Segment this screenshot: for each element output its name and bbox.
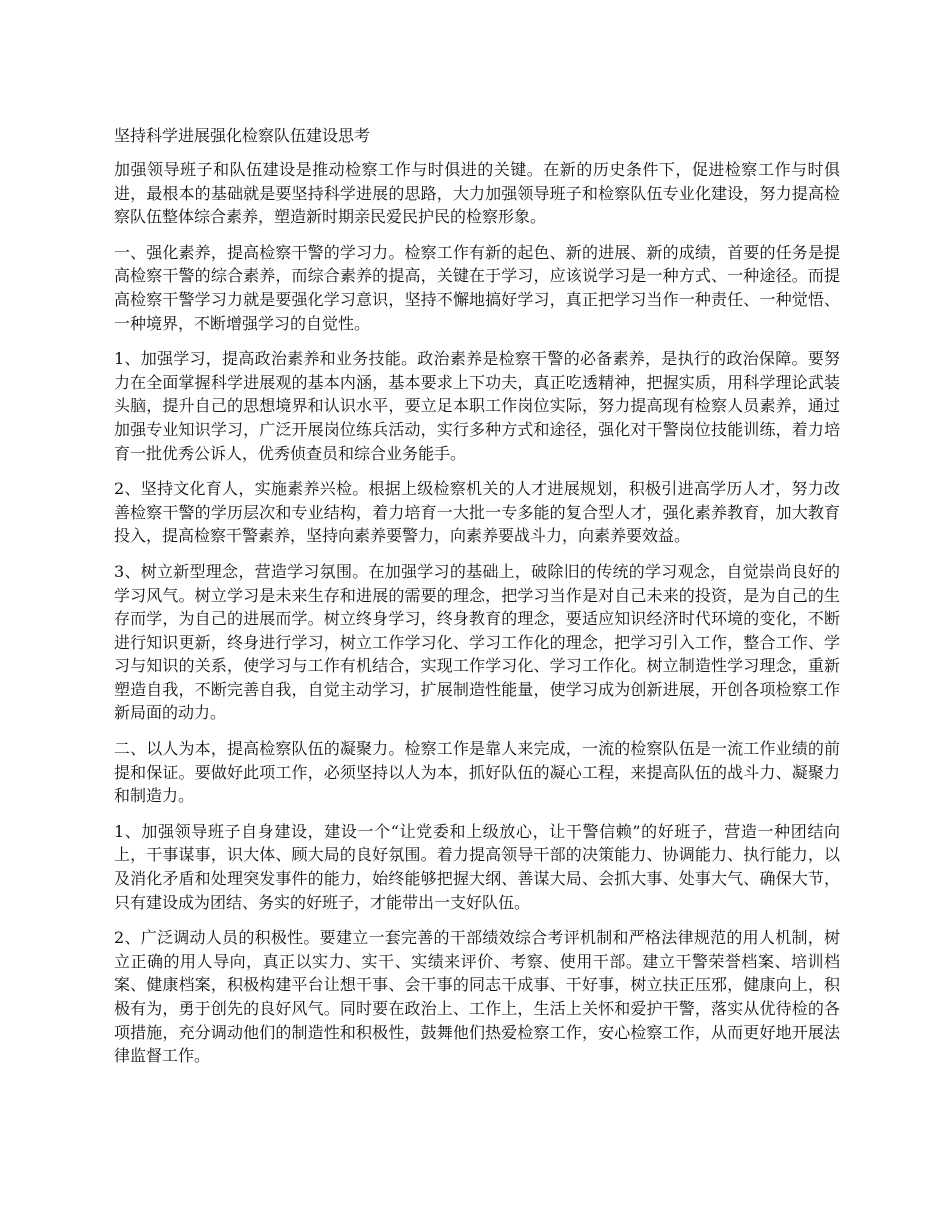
paragraph-section-one-item-3: 3、树立新型理念，营造学习氛围。在加强学习的基础上，破除旧的传统的学习观念，自觉崇尚良好的学习风气。树立学习是未来生存和进展的需要的理念，把学习当作是对自己未来的投资，是为自己的生存而学，为自己的进展而学。树立终身学习，终身教育的理念，要适应知识经济时代环境的变化，不断进行知识更新，终身进行学习，树立工作学习化、学习工作化的理念，把学习引入工作，整合工作、学习与知识的关系，使学习与工作有机结合，实现工作学习化、学习工作化。树立制造性学习理念，重新塑造自我，不断完善自我，自觉主动学习，扩展制造性能量，使学习成为创新进展，开创各项检察工作新局面的动力。 [114, 561, 840, 723]
paragraph-section-one-item-2: 2、坚持文化育人，实施素养兴检。根据上级检察机关的人才进展规划，积极引进高学历人才，努力改善检察干警的学历层次和专业结构，着力培育一大批一专多能的复合型人才，强化素养教育，加大教育投入，提高检察干警素养，坚持向素养要警力，向素养要战斗力，向素养要效益。 [114, 479, 840, 546]
document-title: 坚持科学进展强化检察队伍建设思考 [114, 126, 371, 145]
document-page [114, 124, 840, 1080]
paragraph-intro: 加强领导班子和队伍建设是推动检察工作与时俱进的关键。在新的历史条件下，促进检察工作与时俱进，最根本的基础就是要坚持科学进展的思路，大力加强领导班子和检察队伍专业化建设，努力提高检察队伍整体综合素养，塑造新时期亲民爱民护民的检察形象。 [114, 160, 840, 227]
paragraph-section-two-item-1: 1、加强领导班子自身建设，建设一个“让党委和上级放心，让干警信赖”的好班子，营造一种团结向上，干事谋事，识大体、顾大局的良好氛围。着力提高领导干部的决策能力、协调能力、执行能力，以及消化矛盾和处理突发事件的能力，始终能够把握大纲、善谋大局、会抓大事、处事大气、确保大节，只有建设成为团结、务实的好班子，才能带出一支好队伍。 [114, 821, 840, 912]
paragraph-section-two-item-2: 2、广泛调动人员的积极性。要建立一套完善的干部绩效综合考评机制和严格法律规范的用人机制，树立正确的用人导向，真正以实力、实干、实绩来评价、考察、使用干部。建立干警荣誉档案、培训档案、健康档案，积极构建平台让想干事、会干事的同志干成事、干好事，树立扶正压邪，健康向上，积极有为，勇于创先的良好风气。同时要在政治上、工作上，生活上关怀和爱护干警，落实从优待检的各项措施，充分调动他们的制造性和积极性，鼓舞他们热爱检察工作，安心检察工作，从而更好地开展法律监督工作。 [114, 928, 840, 1066]
paragraph-section-two: 二、以人为本，提高检察队伍的凝聚力。检察工作是靠人来完成，一流的检察队伍是一流工作业绩的前提和保证。要做好此项工作，必须坚持以人为本，抓好队伍的凝心工程，来提高队伍的战斗力、凝聚力和制造力。 [114, 739, 840, 806]
paragraph-section-one: 一、强化素养，提高检察干警的学习力。检察工作有新的起色、新的进展、新的成绩，首要的任务是提高检察干警的综合素养，而综合素养的提高，关键在于学习，应该说学习是一种方式、一种途径。而提高检察干警学习力就是要强化学习意识，坚持不懈地搞好学习，真正把学习当作一种责任、一种觉悟、一种境界，不断增强学习的自觉性。 [114, 242, 840, 333]
paragraph-section-one-item-1: 1、加强学习，提高政治素养和业务技能。政治素养是检察干警的必备素养，是执行的政治保障。要努力在全面掌握科学进展观的基本内涵，基本要求上下功夫，真正吃透精神，把握实质，用科学理论武装头脑，提升自己的思想境界和认识水平，要立足本职工作岗位实际，努力提高现有检察人员素养，通过加强专业知识学习，广泛开展岗位练兵活动，实行多种方式和途径，强化对干警岗位技能训练，着力培育一批优秀公诉人，优秀侦查员和综合业务能手。 [114, 349, 840, 463]
